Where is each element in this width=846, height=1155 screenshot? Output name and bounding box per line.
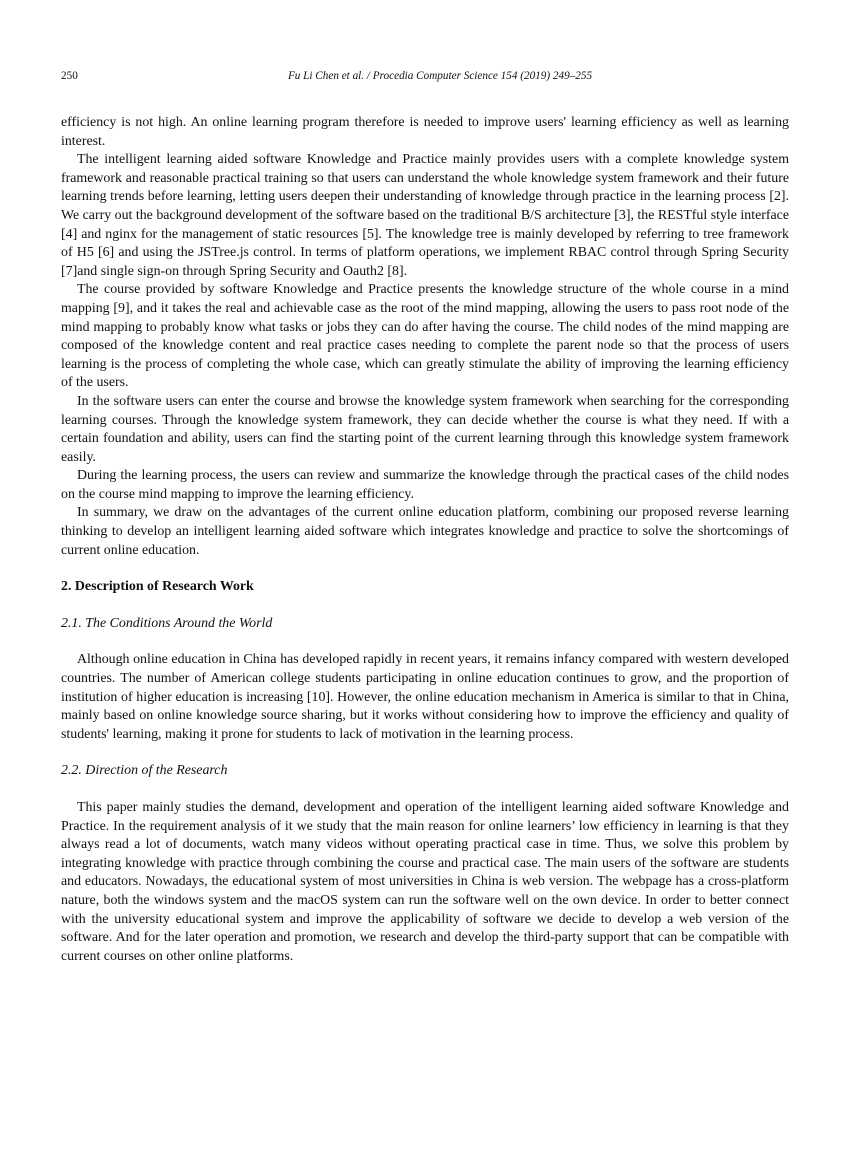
section-heading: 2. Description of Research Work: [61, 579, 254, 595]
paragraph: The intelligent learning aided software Knowledge and Practice mainly provides users with a complete knowledge system framework and reasonable practical training so that users can understand the whole knowledge system framework and their future learning trends before learning, letting users deepen their understanding of knowledge through practice in the learning process [2]. We carry out the background development of the software based on the traditional B/S architecture [3], the RESTful style interface [4] and nginx for the management of static resources [5]. The knowledge tree is mainly developed by referring to tree framework of H5 [6] and using the JSTree.js control. In terms of platform operations, we implement RBAC control through Spring Security [7]and single sign-on through Spring Security and Oauth2 [8].: [61, 152, 789, 279]
paragraph: During the learning process, the users can review and summarize the knowledge through the practical cases of the child nodes on the course mind mapping to improve the learning efficiency.: [61, 468, 789, 502]
paragraph: Although online education in China has developed rapidly in recent years, it remains infancy compared with western developed countries. The number of American college students participating in online education continues to grow, and the proportion of institution of higher education is increasing [10]. However, the online education mechanism in America is similar to that in China, mainly based on online knowledge source sharing, but it works without considering how to improve the efficiency and quality of students' learning, making it prone for students to lack of motivation in the learning process.: [61, 652, 789, 742]
page-number: 250: [61, 70, 78, 82]
page-header: [61, 70, 789, 86]
paragraph: This paper mainly studies the demand, development and operation of the intelligent learning aided software Knowledge and Practice. In the requirement analysis of it we study that the main reason for online learners’ low efficiency in learning is that they always read a lot of documents, watch many videos without operating practical case in time. Thus, we solve this problem by integrating knowledge with practice through combining the course and practical case. The main users of the software are students and educators. Nowadays, the educational system of most universities in China is web version. The webpage has a cross-platform nature, both the windows system and the macOS system can run the software well on the own device. In order to better connect with the university educational system and improve the applicability of software we decide to develop a web version of the software. And for the later operation and promotion, we research and develop the third-party support that can be compatible with current courses on other online platforms.: [61, 800, 789, 964]
paragraph: In the software users can enter the course and browse the knowledge system framework when searching for the corresponding learning courses. Through the knowledge system framework, they can decide whether the course is what they need. If with a certain foundation and ability, users can find the starting point of the current learning through this knowledge system framework easily.: [61, 393, 789, 465]
subsection-heading: 2.2. Direction of the Research: [61, 763, 228, 779]
running-head: Fu Li Chen et al. / Procedia Computer Science 154 (2019) 249–255: [287, 70, 593, 82]
paragraph: In summary, we draw on the advantages of the current online education platform, combining our proposed reverse learning thinking to develop an intelligent learning aided software which integrates knowledge and practice to solve the shortcomings of current online education.: [61, 505, 789, 558]
subsection-heading: 2.1. The Conditions Around the World: [61, 615, 273, 631]
paragraph-continued: efficiency is not high. An online learning program therefore is needed to improve users' learning efficiency as well as learning interest.: [61, 115, 789, 149]
paragraph: The course provided by software Knowledge and Practice presents the knowledge structure of the whole course in a mind mapping [9], and it takes the real and achievable case as the root of the mind mapping, allowing the users to pass root node of the mind mapping to probably know what tasks or jobs they can do after having the course. The child nodes of the mind mapping are composed of the knowledge content and real practice cases needing to complete the parent node so that the process of users learning is the process of completing the whole case, which can greatly stimulate the ability of improving the learning efficiency of the users.: [61, 282, 789, 391]
page-body: [61, 114, 789, 966]
